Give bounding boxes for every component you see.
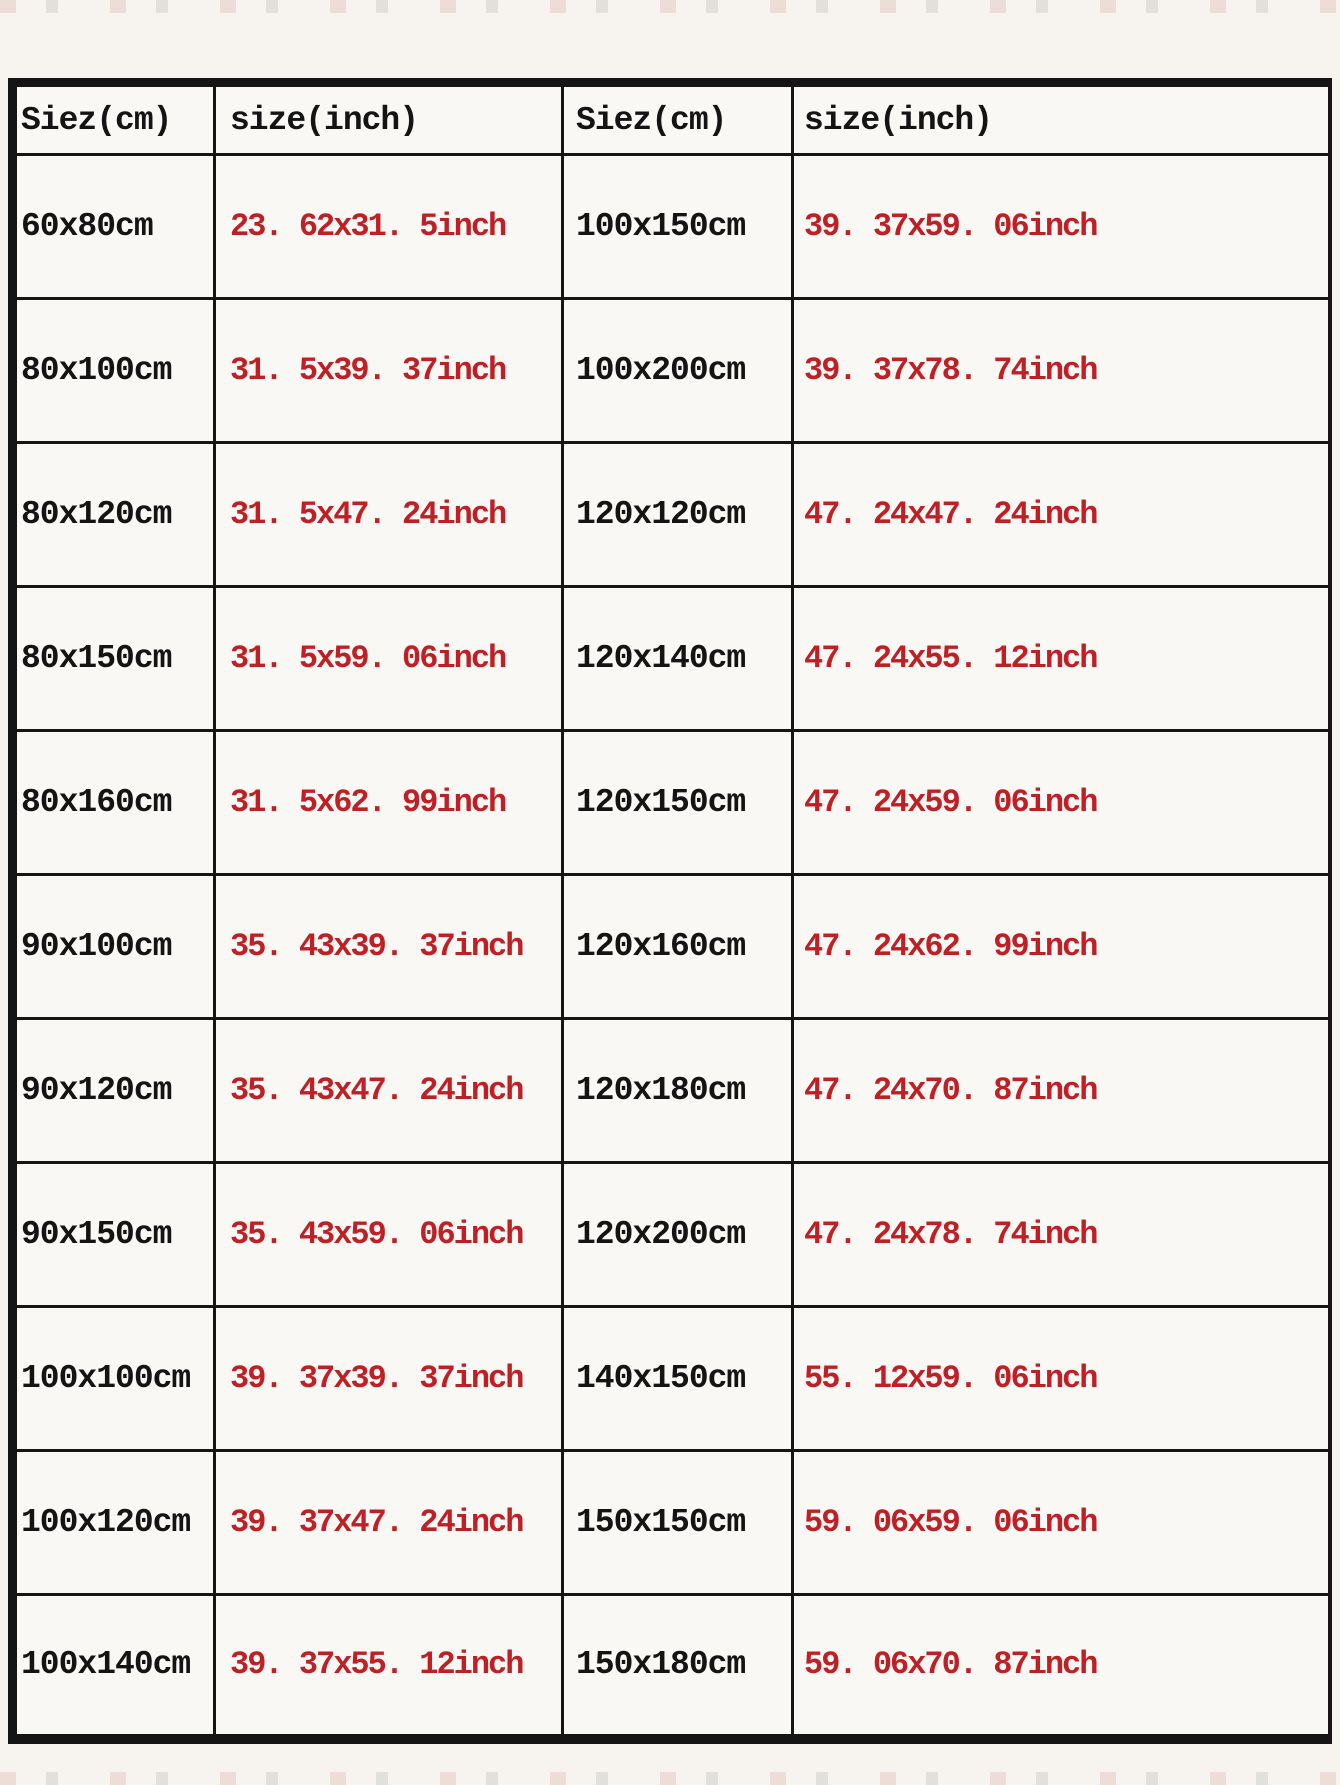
table-row [13,1595,1331,1739]
inch-size-cell: 31. 5x39. 37inch [215,299,563,443]
inch-size-cell: 47. 24x55. 12inch [793,587,1331,731]
size-conversion-table [8,78,1332,1744]
cm-size-cell: 100x200cm [563,299,793,443]
cm-size-cell: 120x120cm [563,443,793,587]
table-row [13,1307,1331,1451]
cm-size-cell: 150x180cm [563,1595,793,1739]
inch-size-cell: 47. 24x62. 99inch [793,875,1331,1019]
inch-size-cell: 39. 37x78. 74inch [793,299,1331,443]
cm-size-cell: 80x150cm [13,587,215,731]
header-inch-right: size(inch) [793,83,1331,155]
top-edge-text-fragment [0,0,1340,13]
cm-size-cell: 100x150cm [563,155,793,299]
header-cm-left: Siez(cm) [13,83,215,155]
inch-size-cell: 35. 43x39. 37inch [215,875,563,1019]
inch-size-cell: 39. 37x39. 37inch [215,1307,563,1451]
cm-size-cell: 120x140cm [563,587,793,731]
inch-size-cell: 47. 24x70. 87inch [793,1019,1331,1163]
header-cm-right: Siez(cm) [563,83,793,155]
inch-size-cell: 47. 24x47. 24inch [793,443,1331,587]
table-row [13,875,1331,1019]
inch-size-cell: 35. 43x59. 06inch [215,1163,563,1307]
bottom-edge-text-fragment [0,1772,1340,1785]
inch-size-cell: 59. 06x70. 87inch [793,1595,1331,1739]
cm-size-cell: 80x100cm [13,299,215,443]
table-row [13,155,1331,299]
cm-size-cell: 90x100cm [13,875,215,1019]
table-row [13,731,1331,875]
inch-size-cell: 35. 43x47. 24inch [215,1019,563,1163]
cm-size-cell: 150x150cm [563,1451,793,1595]
cm-size-cell: 120x160cm [563,875,793,1019]
table-body [13,155,1331,1739]
inch-size-cell: 59. 06x59. 06inch [793,1451,1331,1595]
header-row [13,83,1331,155]
cm-size-cell: 100x120cm [13,1451,215,1595]
inch-size-cell: 23. 62x31. 5inch [215,155,563,299]
cm-size-cell: 120x180cm [563,1019,793,1163]
inch-size-cell: 31. 5x62. 99inch [215,731,563,875]
cm-size-cell: 80x120cm [13,443,215,587]
table-row [13,1451,1331,1595]
table-row [13,299,1331,443]
table-row [13,587,1331,731]
header-inch-left: size(inch) [215,83,563,155]
inch-size-cell: 39. 37x47. 24inch [215,1451,563,1595]
table-row [13,1019,1331,1163]
inch-size-cell: 39. 37x59. 06inch [793,155,1331,299]
inch-size-cell: 31. 5x59. 06inch [215,587,563,731]
cm-size-cell: 90x150cm [13,1163,215,1307]
cm-size-cell: 120x150cm [563,731,793,875]
inch-size-cell: 47. 24x59. 06inch [793,731,1331,875]
cm-size-cell: 100x100cm [13,1307,215,1451]
cm-size-cell: 60x80cm [13,155,215,299]
cm-size-cell: 140x150cm [563,1307,793,1451]
cm-size-cell: 120x200cm [563,1163,793,1307]
cm-size-cell: 90x120cm [13,1019,215,1163]
inch-size-cell: 31. 5x47. 24inch [215,443,563,587]
cm-size-cell: 100x140cm [13,1595,215,1739]
cm-size-cell: 80x160cm [13,731,215,875]
inch-size-cell: 55. 12x59. 06inch [793,1307,1331,1451]
inch-size-cell: 39. 37x55. 12inch [215,1595,563,1739]
table-row [13,443,1331,587]
table-row [13,1163,1331,1307]
inch-size-cell: 47. 24x78. 74inch [793,1163,1331,1307]
